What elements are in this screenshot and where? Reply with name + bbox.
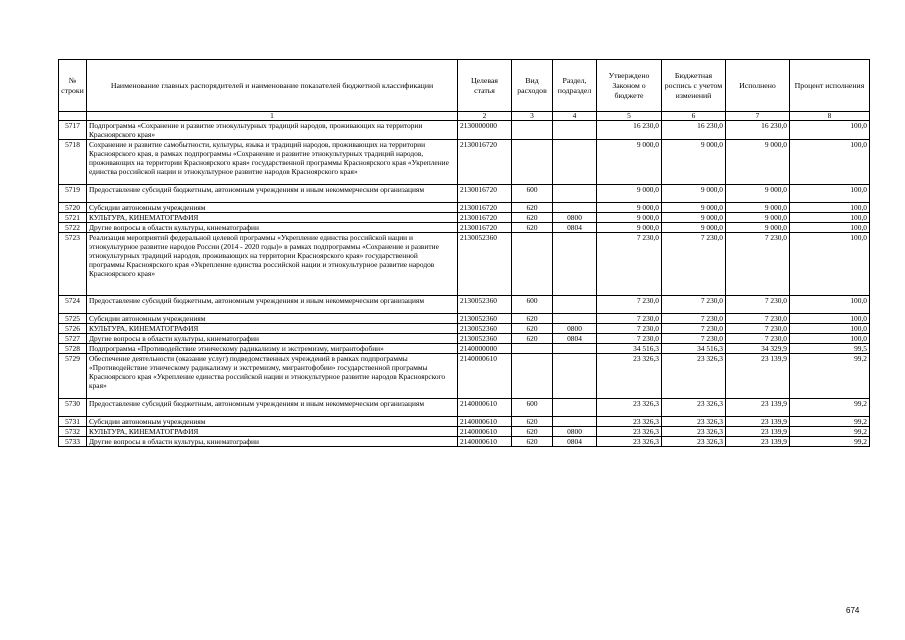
section-code: 0800	[553, 213, 597, 223]
approved-amount: 9 000,0	[597, 140, 662, 185]
budget-list-amount: 9 000,0	[662, 223, 726, 233]
budget-list-amount: 9 000,0	[662, 140, 726, 185]
expense-type: 620	[512, 223, 553, 233]
percent-value: 100,0	[790, 203, 870, 213]
budget-list-amount: 23 326,3	[662, 417, 726, 427]
table-row	[59, 399, 870, 417]
executed-amount: 23 139,9	[726, 437, 790, 447]
expense-type: 620	[512, 213, 553, 223]
section-code	[553, 203, 597, 213]
percent-value: 99,2	[790, 417, 870, 427]
expense-type: 620	[512, 324, 553, 334]
executed-amount: 9 000,0	[726, 213, 790, 223]
column-number: 1	[87, 112, 458, 121]
target-code: 2130016720	[458, 203, 512, 213]
budget-list-amount: 23 326,3	[662, 354, 726, 399]
target-code: 2140000000	[458, 344, 512, 354]
header-expense-type: Вид расходов	[512, 60, 553, 112]
row-number: 5732	[59, 427, 87, 437]
executed-amount: 9 000,0	[726, 203, 790, 213]
executed-amount: 7 230,0	[726, 314, 790, 324]
row-number: 5728	[59, 344, 87, 354]
header-section: Раздел, подраздел	[553, 60, 597, 112]
row-name: Подпрограмма «Противодействие этническому радикализму и экстремизму, мигрантофобии»	[87, 344, 458, 354]
row-number: 5723	[59, 233, 87, 296]
table-row	[59, 417, 870, 427]
percent-value: 100,0	[790, 140, 870, 185]
expense-type: 620	[512, 334, 553, 344]
budget-list-amount: 34 516,3	[662, 344, 726, 354]
executed-amount: 9 000,0	[726, 185, 790, 203]
row-number: 5724	[59, 296, 87, 314]
row-number: 5727	[59, 334, 87, 344]
row-name: Подпрограмма «Сохранение и развитие этнокультурных традиций народов, проживающих на территории Красноярского края»	[87, 121, 458, 140]
percent-value: 100,0	[790, 213, 870, 223]
column-number: 3	[512, 112, 553, 121]
target-code: 2130052360	[458, 334, 512, 344]
expense-type	[512, 233, 553, 296]
approved-amount: 7 230,0	[597, 314, 662, 324]
approved-amount: 9 000,0	[597, 223, 662, 233]
table-row	[59, 185, 870, 203]
table-row	[59, 344, 870, 354]
row-name: Предоставление субсидий бюджетным, автономным учреждениям и иным некоммерческим организациям	[87, 399, 458, 417]
table-row	[59, 354, 870, 399]
expense-type: 600	[512, 185, 553, 203]
expense-type	[512, 344, 553, 354]
target-code: 2130016720	[458, 140, 512, 185]
table-row	[59, 324, 870, 334]
section-code: 0804	[553, 223, 597, 233]
percent-value: 100,0	[790, 121, 870, 140]
page-number: 674	[846, 606, 860, 615]
expense-type: 620	[512, 314, 553, 324]
table-row	[59, 203, 870, 213]
executed-amount: 23 139,9	[726, 417, 790, 427]
expense-type: 600	[512, 296, 553, 314]
section-code	[553, 140, 597, 185]
header-target: Целевая статья	[458, 60, 512, 112]
row-name: КУЛЬТУРА, КИНЕМАТОГРАФИЯ	[87, 213, 458, 223]
table-row	[59, 437, 870, 447]
column-number	[59, 112, 87, 121]
target-code: 2140000610	[458, 354, 512, 399]
table-row	[59, 223, 870, 233]
header-row-no: № строки	[59, 60, 87, 112]
row-name: Субсидии автономным учреждениям	[87, 203, 458, 213]
budget-list-amount: 7 230,0	[662, 324, 726, 334]
target-code: 2130052360	[458, 324, 512, 334]
target-code: 2130052360	[458, 314, 512, 324]
percent-value: 99,5	[790, 344, 870, 354]
table-row	[59, 296, 870, 314]
section-code	[553, 354, 597, 399]
target-code: 2140000610	[458, 399, 512, 417]
column-number: 5	[597, 112, 662, 121]
section-code	[553, 314, 597, 324]
table-row	[59, 121, 870, 140]
section-code: 0800	[553, 427, 597, 437]
approved-amount: 23 326,3	[597, 354, 662, 399]
row-number: 5720	[59, 203, 87, 213]
section-code	[553, 417, 597, 427]
expense-type	[512, 121, 553, 140]
section-code	[553, 399, 597, 417]
percent-value: 99,2	[790, 437, 870, 447]
approved-amount: 9 000,0	[597, 185, 662, 203]
percent-value: 99,2	[790, 354, 870, 399]
executed-amount: 23 139,9	[726, 427, 790, 437]
row-number: 5729	[59, 354, 87, 399]
percent-value: 100,0	[790, 296, 870, 314]
row-name: КУЛЬТУРА, КИНЕМАТОГРАФИЯ	[87, 427, 458, 437]
row-name: Другие вопросы в области культуры, кинематографии	[87, 334, 458, 344]
approved-amount: 7 230,0	[597, 296, 662, 314]
section-code: 0800	[553, 324, 597, 334]
budget-list-amount: 23 326,3	[662, 437, 726, 447]
row-number: 5718	[59, 140, 87, 185]
target-code: 2130016720	[458, 185, 512, 203]
section-code: 0804	[553, 437, 597, 447]
section-code	[553, 121, 597, 140]
percent-value: 100,0	[790, 185, 870, 203]
column-number: 7	[726, 112, 790, 121]
section-code	[553, 296, 597, 314]
row-number: 5721	[59, 213, 87, 223]
section-code	[553, 233, 597, 296]
row-name: Другие вопросы в области культуры, кинематографии	[87, 223, 458, 233]
target-code: 2130052360	[458, 233, 512, 296]
section-code	[553, 344, 597, 354]
approved-amount: 9 000,0	[597, 203, 662, 213]
budget-list-amount: 9 000,0	[662, 203, 726, 213]
row-number: 5730	[59, 399, 87, 417]
approved-amount: 23 326,3	[597, 437, 662, 447]
column-number: 2	[458, 112, 512, 121]
executed-amount: 9 000,0	[726, 140, 790, 185]
approved-amount: 23 326,3	[597, 399, 662, 417]
header-name: Наименование главных распорядителей и наименование показателей бюджетной классификации	[87, 60, 458, 112]
budget-list-amount: 7 230,0	[662, 334, 726, 344]
percent-value: 100,0	[790, 233, 870, 296]
expense-type: 620	[512, 427, 553, 437]
row-number: 5731	[59, 417, 87, 427]
percent-value: 100,0	[790, 314, 870, 324]
row-number: 5722	[59, 223, 87, 233]
row-name: Реализация мероприятий федеральной целевой программы «Укрепление единства российской нации и этнокультурное развитие народов России (2014 - 2020 годы)» в рамках подпрограммы «Сохранение и развитие этнокультурных традиций народов, проживающих на территории Красноярского края» государственной программы Красноярского края «Укрепление единства российской нации и этнокультурное развитие народов Красноярского края»	[87, 233, 458, 296]
budget-list-amount: 23 326,3	[662, 427, 726, 437]
row-name: Сохранение и развитие самобытности, культуры, языка и традиций народов, проживающих на территории Красноярского края, в рамках подпрограммы «Сохранение и развитие этнокультурных традиций народов, проживающих на территории Красноярского края» государственной программы Красноярского края «Укрепление единства российской нации и этнокультурное развитие народов Красноярского края»	[87, 140, 458, 185]
executed-amount: 9 000,0	[726, 223, 790, 233]
column-number: 8	[790, 112, 870, 121]
percent-value: 100,0	[790, 334, 870, 344]
approved-amount: 23 326,3	[597, 427, 662, 437]
budget-table	[58, 59, 870, 447]
budget-list-amount: 16 230,0	[662, 121, 726, 140]
header-budget-list: Бюджетная роспись с учетом изменений	[662, 60, 726, 112]
row-number: 5717	[59, 121, 87, 140]
percent-value: 99,2	[790, 399, 870, 417]
expense-type: 620	[512, 417, 553, 427]
table-header-row	[59, 60, 870, 112]
section-code: 0804	[553, 334, 597, 344]
row-number: 5725	[59, 314, 87, 324]
expense-type: 620	[512, 437, 553, 447]
approved-amount: 7 230,0	[597, 324, 662, 334]
budget-list-amount: 7 230,0	[662, 296, 726, 314]
expense-type: 620	[512, 203, 553, 213]
column-number: 6	[662, 112, 726, 121]
target-code: 2130016720	[458, 213, 512, 223]
target-code: 2140000610	[458, 427, 512, 437]
target-code: 2130016720	[458, 223, 512, 233]
approved-amount: 9 000,0	[597, 213, 662, 223]
header-approved: Утверждено Законом о бюджете	[597, 60, 662, 112]
target-code: 2140000610	[458, 417, 512, 427]
header-executed: Исполнено	[726, 60, 790, 112]
approved-amount: 7 230,0	[597, 334, 662, 344]
row-number: 5726	[59, 324, 87, 334]
expense-type	[512, 354, 553, 399]
budget-list-amount: 7 230,0	[662, 233, 726, 296]
row-name: Предоставление субсидий бюджетным, автономным учреждениям и иным некоммерческим организациям	[87, 296, 458, 314]
percent-value: 100,0	[790, 324, 870, 334]
budget-list-amount: 9 000,0	[662, 213, 726, 223]
executed-amount: 7 230,0	[726, 233, 790, 296]
table-row	[59, 213, 870, 223]
row-number: 5719	[59, 185, 87, 203]
executed-amount: 7 230,0	[726, 324, 790, 334]
percent-value: 99,2	[790, 427, 870, 437]
approved-amount: 7 230,0	[597, 233, 662, 296]
table-row	[59, 233, 870, 296]
percent-value: 100,0	[790, 223, 870, 233]
row-name: Субсидии автономным учреждениям	[87, 314, 458, 324]
expense-type	[512, 140, 553, 185]
row-name: Другие вопросы в области культуры, кинематографии	[87, 437, 458, 447]
executed-amount: 7 230,0	[726, 334, 790, 344]
column-number-row	[59, 112, 870, 121]
column-number: 4	[553, 112, 597, 121]
executed-amount: 23 139,9	[726, 354, 790, 399]
header-percent: Процент исполнения	[790, 60, 870, 112]
approved-amount: 34 516,3	[597, 344, 662, 354]
executed-amount: 23 139,9	[726, 399, 790, 417]
approved-amount: 16 230,0	[597, 121, 662, 140]
row-name: Предоставление субсидий бюджетным, автономным учреждениям и иным некоммерческим организациям	[87, 185, 458, 203]
table-row	[59, 314, 870, 324]
budget-list-amount: 7 230,0	[662, 314, 726, 324]
row-name: Субсидии автономным учреждениям	[87, 417, 458, 427]
table-body	[59, 121, 870, 447]
executed-amount: 7 230,0	[726, 296, 790, 314]
executed-amount: 34 329,9	[726, 344, 790, 354]
row-name: Обеспечение деятельности (оказание услуг) подведомственных учреждений в рамках подпрограммы «Противодействие этническому радикализму и экстремизму, мигрантофобии» государственной программы Красноярского края «Укрепление единства российской нации и этнокультурное развитие народов Красноярского края»	[87, 354, 458, 399]
target-code: 2130000000	[458, 121, 512, 140]
expense-type: 600	[512, 399, 553, 417]
row-name: КУЛЬТУРА, КИНЕМАТОГРАФИЯ	[87, 324, 458, 334]
row-number: 5733	[59, 437, 87, 447]
table-row	[59, 140, 870, 185]
section-code	[553, 185, 597, 203]
budget-list-amount: 9 000,0	[662, 185, 726, 203]
target-code: 2140000610	[458, 437, 512, 447]
executed-amount: 16 230,0	[726, 121, 790, 140]
table-row	[59, 334, 870, 344]
approved-amount: 23 326,3	[597, 417, 662, 427]
table-row	[59, 427, 870, 437]
budget-list-amount: 23 326,3	[662, 399, 726, 417]
target-code: 2130052360	[458, 296, 512, 314]
